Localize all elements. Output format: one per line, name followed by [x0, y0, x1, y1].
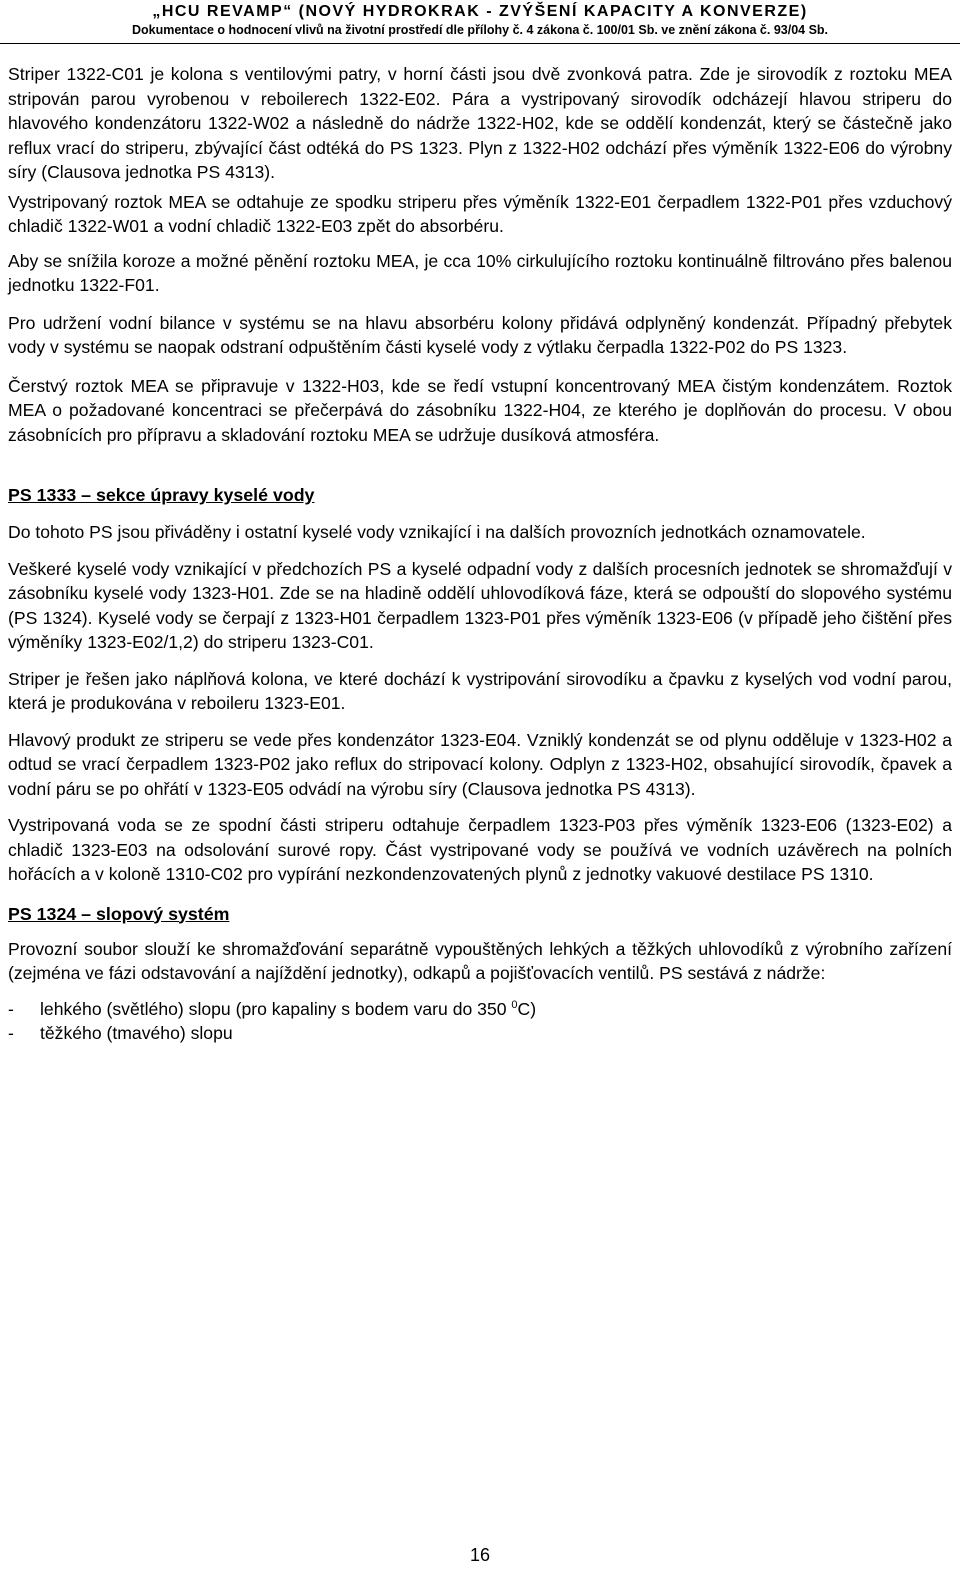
list-dash: - — [8, 998, 14, 1019]
page-number: 16 — [469, 1545, 491, 1565]
paragraph-overhead-product: Hlavový produkt ze striperu se vede přes kondenzátor 1323-E04. Vzniklý kondenzát se od plynu odděluje v 1323-H02 a odtud se vrací čerpadlem 1323-P02 jako reflux do stripovací kolony. Odplyn z 1323-H02, obsahující sirovodík, čpavek a vodní páru se po ohřátí v 1323-E05 odvádí na výrobu síry (Clausova jednotka PS 4313). — [8, 729, 952, 799]
list-item — [8, 1021, 952, 1046]
page-header — [0, 0, 960, 44]
section-title-ps1324: PS 1324 – slopový systém — [8, 903, 230, 924]
list-item-text: lehkého (světlého) slopu (pro kapaliny s bodem varu do 350 $^0$C) — [40, 998, 537, 1019]
section-title-ps1333: PS 1333 – sekce úpravy kyselé vody — [8, 485, 315, 505]
paragraph-striper: Striper 1322-C01 je kolona s ventilovými patry, v horní části jsou dvě zvonková patra. Zde je sirovodík z roztoku MEA stripován parou vyrobenou v reboilerech 1322-E02. Pára a vystripovaný sirovodík odcházejí hlavou striperu do hlavového kondenzátoru 1322-W02 a následně do nádrže 1322-H02, kde se oddělí kondenzát, který se částečně jako reflux vrací do striperu, zbývající část odtéká do PS 1323. Plyn z 1322-H02 odchází přes výměník 1322-E06 do výrobny síry (Clausova jednotka PS 4313). — [8, 64, 952, 182]
list-item-text: těžkého (tmavého) slopu — [40, 1023, 233, 1043]
paragraph-water-balance: Pro udržení vodní bilance v systému se na hlavu absorbéru kolony přidává odplyněný kondenzát. Případný přebytek vody v systému se naopak odstraní odpuštěním části kyselé vody z výtlaku čerpadla 1322-P02 do PS 1323. — [8, 312, 952, 357]
list-item — [8, 997, 952, 1022]
paragraph-fresh-mea: Čerstvý roztok MEA se připravuje v 1322-H03, kde se ředí vstupní koncentrovaný MEA čistým kondenzátem. Roztok MEA o požadované koncentraci se přečerpává do zásobníku 1322-H04, ze kterého je doplňován do procesu. V obou zásobnících pro přípravu a skladování roztoku MEA se udržuje dusíková atmosféra. — [8, 375, 952, 445]
slop-tank-list — [8, 997, 952, 1046]
paragraph-packed-column: Striper je řešen jako náplňová kolona, ve které dochází k vystripování sirovodíku a čpavku z kyselých vod vodní parou, která je produkována v reboileru 1323-E01. — [8, 668, 952, 713]
paragraph-filtration: Aby se snížila koroze a možné pěnění roztoku MEA, je cca 10% cirkulujícího roztoku kontinuálně filtrováno přes balenou jednotku 1322-F01. — [8, 250, 952, 295]
paragraph-sour-water-collection: Veškeré kyselé vody vznikající v předchozích PS a kyselé odpadní vody z dalších procesních jednotek se shromažďují v zásobníku kyselé vody 1323-H01. Zde se na hladině oddělí uhlovodíková fáze, která se odpouští do slopového systému (PS 1324). Kyselé vody se čerpají z 1323-H01 čerpadlem 1323-P01 přes výměník 1323-E06 (v případě jeho čištění přes výměníky 1323-E02/1,2) do striperu 1323-C01. — [8, 558, 952, 652]
header-title: „HCU REVAMP“ (NOVÝ HYDROKRAK - ZVÝŠENÍ KAPACITY A KONVERZE) — [152, 3, 808, 20]
header-subtitle: Dokumentace o hodnocení vlivů na životní prostředí dle přílohy č. 4 zákona č. 100/01 Sb. ve znění zákona č. 93/04 Sb. — [131, 23, 829, 37]
document-body — [8, 62, 952, 1046]
paragraph-sour-water-intro: Do tohoto PS jsou přiváděny i ostatní kyselé vody vznikající i na dalších provozních jednotkách oznamovatele. — [8, 522, 866, 542]
paragraph-stripped-water: Vystripovaná voda se ze spodní části striperu odtahuje čerpadlem 1323-P03 přes výměník 1323-E06 (1323-E02) a chladič 1323-E03 na odsolování surové ropy. Část vystripované vody se používá ve vodních uzávěrech na polních hořácích a v koloně 1310-C02 pro vypírání nezkondenzovatených plynů z jednotky vakuové destilace PS 1310. — [8, 815, 952, 884]
paragraph-slop-system: Provozní soubor slouží ke shromažďování separátně vypouštěných lehkých a těžkých uhlovodíků z výrobního zařízení (zejména ve fázi odstavování a najíždění jednotky), odkapů a pojišťovacích ventilů. PS sestává z nádrže: — [8, 938, 952, 983]
paragraph-mea-return: Vystripovaný roztok MEA se odtahuje ze spodku striperu přes výměník 1322-E01 čerpadlem 1322-P01 přes vzduchový chladič 1322-W01 a vodní chladič 1322-E03 zpět do absorbéru. — [8, 191, 952, 236]
list-dash: - — [8, 1023, 14, 1043]
